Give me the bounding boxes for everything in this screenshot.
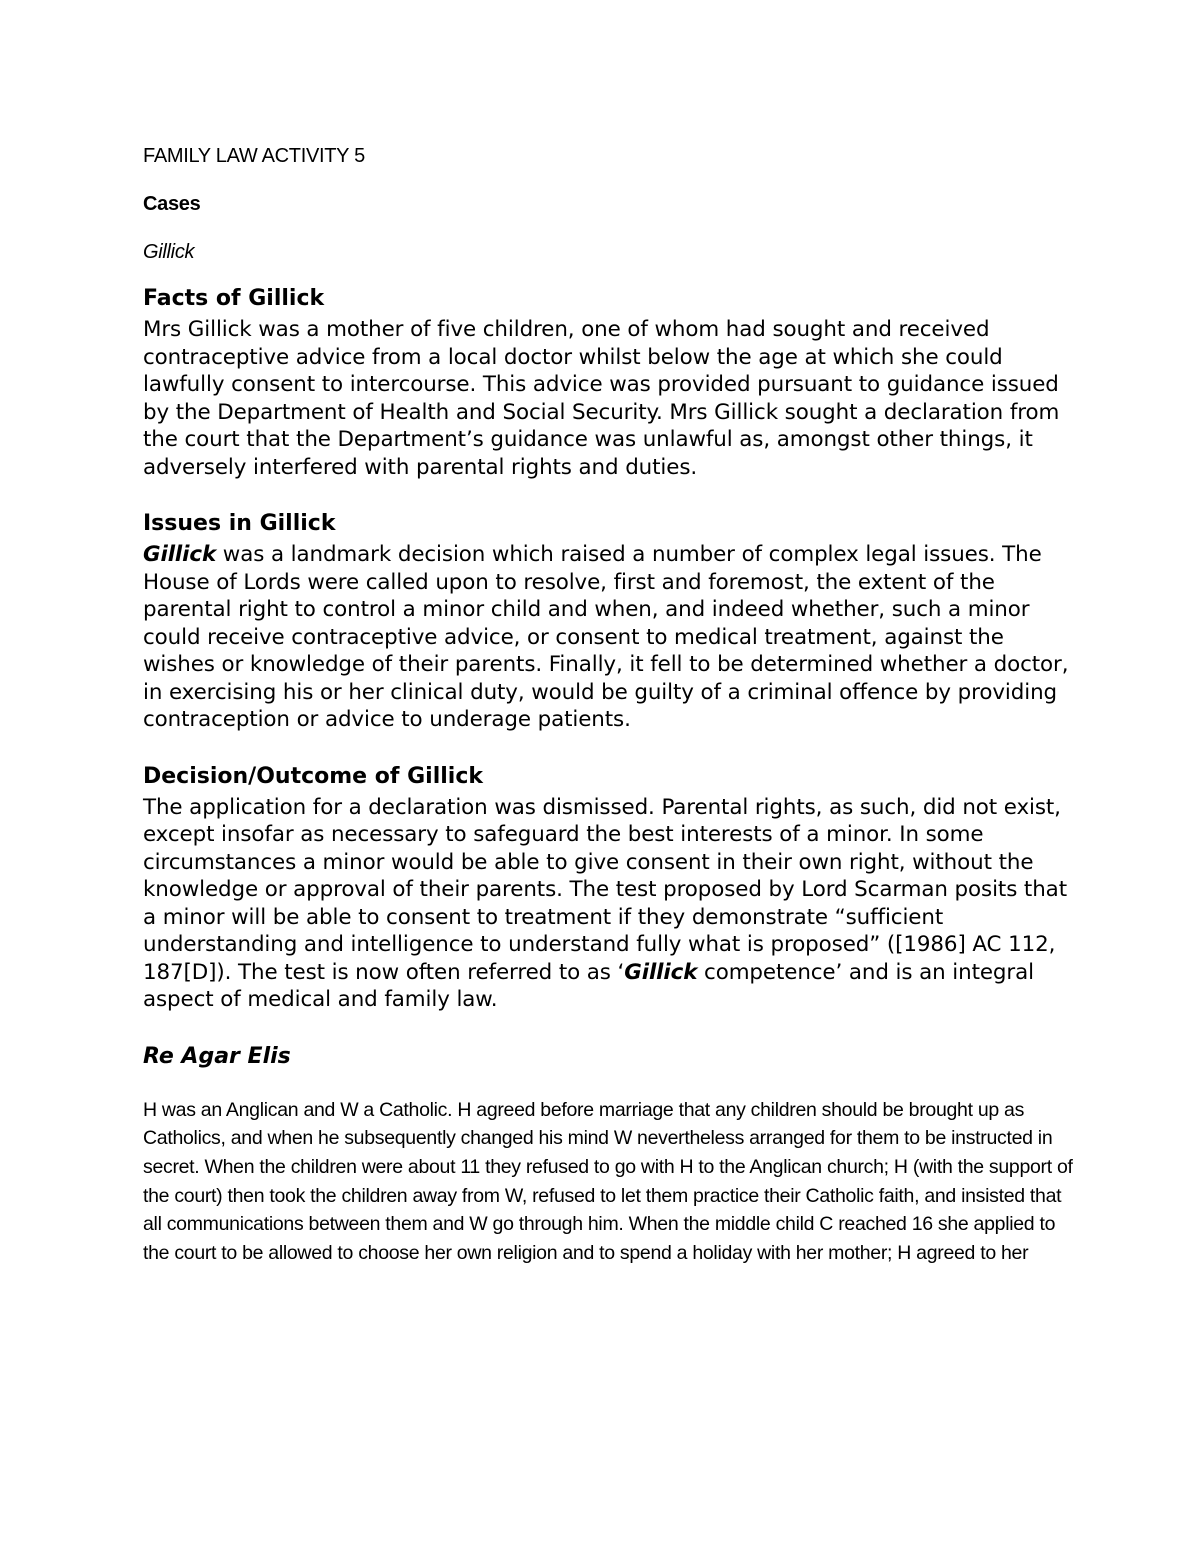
gillick-label: Gillick (143, 241, 195, 263)
issues-paragraph (143, 541, 1073, 734)
decision-heading: Decision/Outcome of Gillick (143, 763, 483, 789)
section-spacer (143, 1074, 1073, 1096)
decision-paragraph (143, 794, 1073, 1014)
document-content (143, 142, 1073, 1268)
agar-paragraph: H was an Anglican and W a Catholic. H agreed before marriage that any children should be brought up as Catholics, and when he subsequently changed his mind W nevertheless arranged for them to be instructed in secret. When the children were about 11 they refused to go with H to the Anglican church; H (with the support of the court) then took the children away from W, refused to let them practice their Catholic faith, and insisted that all communications between them and W go through him. When the middle child C reached 16 she applied to the court to be allowed to choose her own religion and to spend a holiday with her mother; H agreed to her (143, 1098, 1073, 1265)
facts-paragraph: Mrs Gillick was a mother of five children, one of whom had sought and received contraceptive advice from a local doctor whilst below the age at which she could lawfully consent to intercourse. This advice was provided pursuant to guidance issued by the Department of Health and Social Security. Mrs Gillick sought a declaration from the court that the Department’s guidance was unlawful as, amongst other things, it adversely interfered with parental rights and duties. (143, 317, 1060, 480)
document-title: FAMILY LAW ACTIVITY 5 (143, 145, 365, 167)
issues-paragraph-text: was a landmark decision which raised a number of complex legal issues. The House of Lords were called upon to resolve, first and foremost, the extent of the parental right to control a minor child and when, and indeed whether, such a minor could receive contraceptive advice, or consent to medical treatment, against the wishes or knowledge of their parents. Finally, it fell to be determined whether a doctor, in exercising his or her clinical duty, would be guilty of a criminal offence by providing contraception or advice to underage patients. (143, 542, 1069, 732)
decision-paragraph-text-1: The application for a declaration was dismissed. Parental rights, as such, did not exist, except insofar as necessary to safeguard the best interests of a minor. In some circumstances a minor would be able to give consent in their own right, without the knowledge or approval of their parents. The test proposed by Lord Scarman posits that a minor will be able to consent to treatment if they demonstrate “sufficient understanding and intelligence to understand fully what is proposed” ([1986] AC 112, 187[D]). The test is now often referred to as ‘ (143, 794, 1067, 985)
issues-heading: Issues in Gillick (143, 511, 336, 536)
agar-heading: Re Agar Elis (143, 1043, 291, 1069)
issues-case-name: Gillick (143, 542, 217, 567)
cases-label: Cases (143, 193, 201, 215)
facts-heading: Facts of Gillick (143, 286, 325, 311)
decision-paragraph-text-2: competence’ and is an integral aspect of medical and family law. (143, 959, 1034, 1012)
decision-case-name: Gillick (624, 959, 698, 985)
